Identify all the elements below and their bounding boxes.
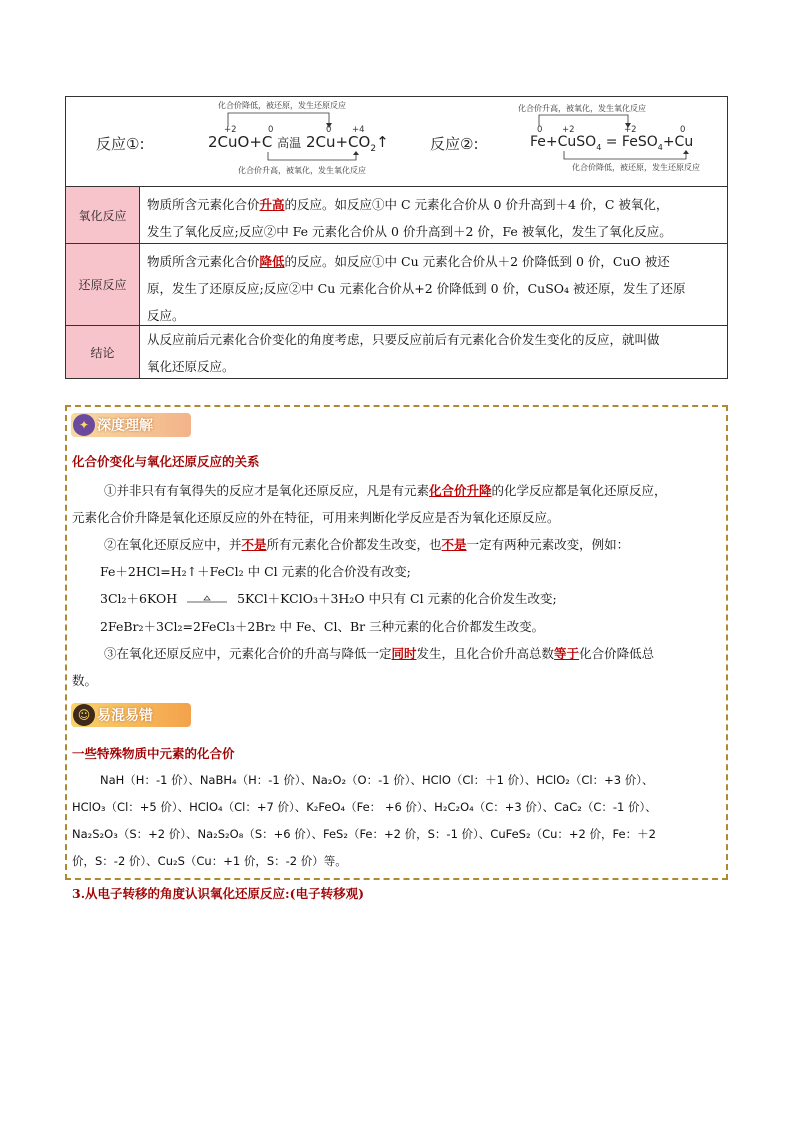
oxidation-text [147,191,721,245]
oxidation-label: 氧化反应 [66,187,140,243]
reduction-label: 还原反应 [66,244,140,325]
deep-p2b: 所有元素化合价都发生改变，也 [266,537,442,552]
reaction1-valence-4: +4 [352,125,365,135]
reaction2-label: 反应②: [430,135,479,153]
reduction-text [147,248,721,329]
heating-arrow-icon [185,595,229,605]
conclusion-label: 结论 [66,326,140,378]
deep-p1-line2: 元素化合价升降是氧化还原反应的外在特征，可用来判断化学反应是否为氧化还原反应。 [72,510,560,525]
deep-heading: 化合价变化与氧化还原反应的关系 [72,454,260,469]
reaction2-product: FeSO [621,134,658,150]
reaction2-valence-1: 0 [537,125,543,135]
reaction1-bottom-note: 化合价升高，被氧化，发生氧化反应 [238,166,366,175]
conclusion-line-1: 从反应前后元素化合价变化的角度考虑，只要反应前后有元素化合价发生变化的反应，就叫做 [147,332,660,347]
deep-p3-line1 [104,644,654,662]
oxidation-line-2: 发生了氧化反应;反应②中 Fe 元素化合价从 0 价升高到＋2 价，Fe 被氧化，发生了氧化反应。 [147,224,672,239]
confuse-heading: 一些特殊物质中元素的化合价 [72,746,235,761]
reaction2-tail: +Cu [662,134,694,150]
section-3-heading: 3.从电子转移的角度认识氧化还原反应:(电子转移观) [72,886,364,901]
reaction1-valence-2: 0 [268,125,274,135]
deep-p1-line1 [104,481,667,499]
easily-confused-badge [71,703,191,727]
deep-example-2 [100,589,557,607]
reduction-l1a: 物质所含元素化合价 [147,254,260,269]
reaction2-valence-4: 0 [680,125,686,135]
reaction1-label: 反应①: [96,135,145,153]
conclusion-line-2: 氧化还原反应。 [147,359,235,374]
reaction2-valence-2: +2 [562,125,575,135]
deep-p1b: 的化学反应都是氧化还原反应， [491,483,667,498]
reduction-line-2: 原，发生了还原反应;反应②中 Cu 元素化合价从+2 价降低到 0 价，CuSO₄ 被还原，发生了还原 [147,281,686,296]
reaction2-sub2: 4 [657,142,663,152]
confuse-line-2: HClO₃（Cl：+5 价）、HClO₄（Cl：+7 价）、K₂FeO₄（Fe： +6 价）、H₂C₂O₄（C：+3 价）、CaC₂（C：-1 价）、 [72,800,657,814]
deep-example-1: Fe＋2HCl=H₂↑＋FeCl₂ 中 Cl 元素的化合价没有改变; [100,564,411,579]
reaction1-valence-3: 0 [326,125,332,135]
reaction2-valence-3: +2 [624,125,637,135]
deep-p2c: 一定有两种元素改变，例如： [466,537,630,552]
lightbulb-icon: ✦ [73,414,95,436]
deep-understanding-badge [71,413,191,437]
reaction1-right: 2Cu+CO [305,133,371,151]
deep-p3b: 发生，且化合价升高总数 [416,646,555,661]
deep-p3-emphasis-1: 同时 [391,646,417,661]
deep-ex2b: 5KCl＋KClO₃＋3H₂O 中只有 Cl 元素的化合价发生改变; [237,591,557,606]
deep-p3-line2: 数。 [72,673,98,688]
reduction-row [66,243,727,325]
reaction1-sub: 2 [370,144,377,154]
reduction-line-3: 反应。 [147,308,185,323]
reaction2-top-note: 化合价升高，被氧化，发生氧化反应 [518,104,646,113]
conclusion-text [147,326,721,380]
reaction1-left: 2CuO+C [208,133,273,151]
reaction1-condition: 高温 [277,136,302,150]
deep-p1a: ①并非只有有氧得失的反应才是氧化还原反应，凡是有元素 [104,483,430,498]
gas-arrow-icon: ↑ [376,133,389,151]
oxidation-l1b: 的反应。如反应①中 C 元素化合价从 0 价升高到＋4 价，C 被氧化， [284,197,669,212]
reaction2-bottom-note: 化合价降低，被还原，发生还原反应 [572,163,700,172]
confuse-line-3: Na₂S₂O₃（S：+2 价）、Na₂S₂O₈（S：+6 价）、FeS₂（Fe：+2 价，S：-1 价）、CuFeS₂（Cu：+2 价，Fe：＋2 [72,827,656,841]
confuse-line-1: NaH（H：-1 价）、NaBH₄（H：-1 价）、Na₂O₂（O：-1 价）、HClO（Cl：＋1 价）、HClO₂（Cl：+3 价）、 [100,773,654,787]
deep-p2a: ②在氧化还原反应中，并 [104,537,242,552]
oxidation-l1a: 物质所含元素化合价 [147,197,260,212]
deep-p2-emphasis-1: 不是 [241,537,267,552]
reaction1-bottom-bracket [206,151,366,165]
deep-p2-emphasis-2: 不是 [441,537,467,552]
character-icon: ☺ [73,704,95,726]
deep-badge-text: 深度理解 [97,418,153,434]
reaction2-eq-sign: = [601,134,622,150]
confuse-badge-text: 易混易错 [97,708,153,724]
redox-table [65,96,728,379]
oxidation-row [66,186,727,243]
conclusion-row [66,325,727,378]
deep-p2-line1 [104,535,629,553]
deep-p3a: ③在氧化还原反应中，元素化合价的升高与降低一定 [104,646,392,661]
deep-ex2a: 3Cl₂＋6KOH [100,591,178,606]
deep-p3-emphasis-2: 等于 [554,646,580,661]
deep-p3c: 化合价降低总 [579,646,655,661]
confuse-line-4: 价，S：-2 价）、Cu₂S（Cu：+1 价，S：-2 价）等。 [72,854,347,868]
reduction-l1b: 的反应。如反应①中 Cu 元素化合价从＋2 价降低到 0 价，CuO 被还 [284,254,670,269]
reaction1-top-note: 化合价降低，被还原，发生还原反应 [218,101,346,110]
reduction-emphasis: 降低 [259,254,285,269]
reaction2-sub1: 4 [596,142,602,152]
oxidation-line-1 [147,191,721,218]
reaction-row [66,97,727,187]
deep-p1-emphasis: 化合价升降 [429,483,492,498]
oxidation-emphasis: 升高 [259,197,285,212]
reduction-line-1 [147,248,721,275]
reaction1-valence-1: +2 [224,125,237,135]
deep-example-3: 2FeBr₂＋3Cl₂=2FeCl₃＋2Br₂ 中 Fe、Cl、Br 三种元素的化合价都发生改变。 [100,619,545,634]
reaction2-reactants: Fe+CuSO [530,134,597,150]
